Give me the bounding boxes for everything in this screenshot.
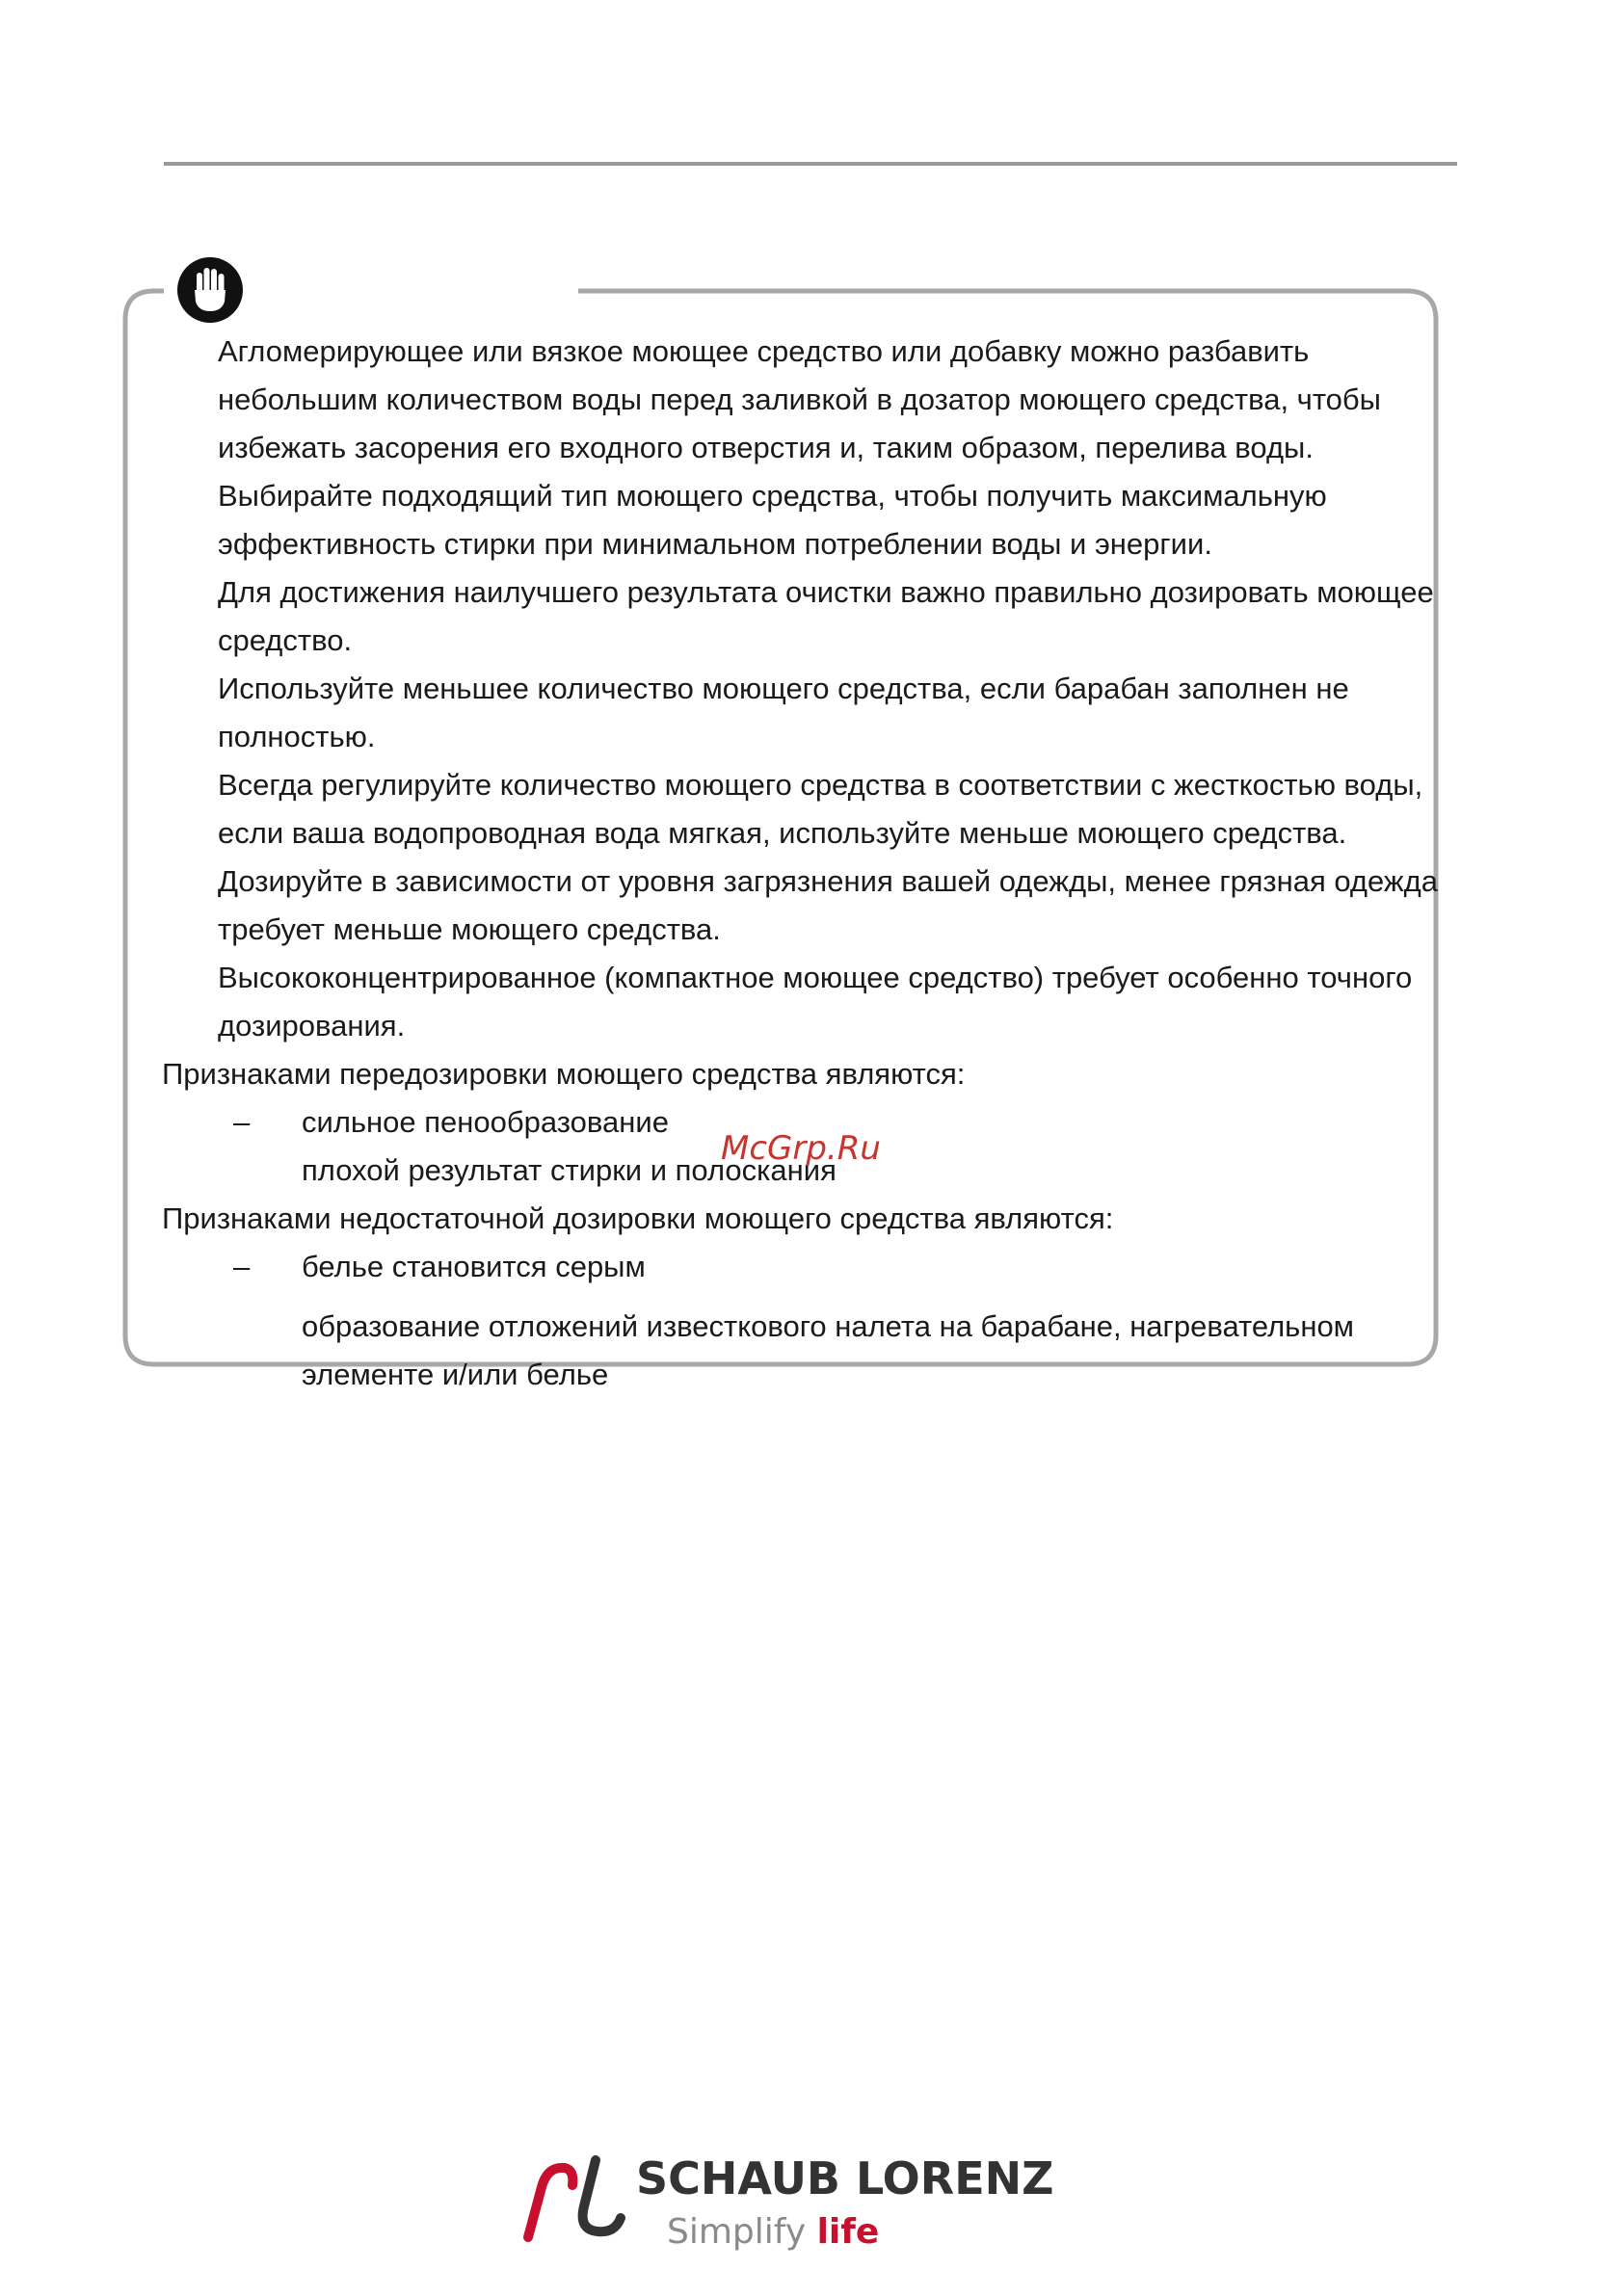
dash-marker: –	[233, 1250, 251, 1283]
brand-name: SCHAUB LORENZ	[636, 2152, 1054, 2204]
notice-paragraph: Дозируйте в зависимости от уровня загрязнения вашей одежды, менее грязная одежда требует меньше моющего средства.	[218, 864, 1438, 946]
brand-mark-icon	[520, 2149, 636, 2245]
underdose-item-text: образование отложений известкового налета на барабане, нагревательном элементе и/или белье	[302, 1309, 1354, 1391]
brand-tagline	[667, 2212, 879, 2252]
notice-paragraph: Для достижения наилучшего результата очистки важно правильно дозировать моющее средство.	[218, 575, 1434, 657]
tagline-accent: life	[816, 2212, 880, 2252]
overdose-heading: Признаками передозировки моющего средства являются:	[162, 1057, 966, 1091]
underdose-item-text: белье становится серым	[302, 1250, 646, 1283]
underdose-heading: Признаками недостаточной дозировки моющего средства являются:	[162, 1201, 1114, 1235]
dash-marker: –	[233, 1105, 251, 1139]
tagline-main: Simplify	[667, 2212, 817, 2252]
notice-paragraph: Используйте меньшее количество моющего средства, если барабан заполнен не полностью.	[218, 672, 1349, 753]
brand-logo	[520, 2149, 1060, 2264]
underdose-item	[162, 1243, 1453, 1291]
notice-paragraph: Высококонцентрированное (компактное моющее средство) требует особенно точного дозирования.	[218, 961, 1413, 1042]
hand-stop-icon	[175, 255, 245, 325]
notice-content	[162, 328, 1453, 1399]
notice-paragraph: Агломерирующее или вязкое моющее средство или добавку можно разбавить небольшим количеством воды перед заливкой в дозатор моющего средства, чтобы избежать засорения его входного отверстия и, таким образом, перелива воды.	[218, 334, 1381, 464]
overdose-item-text: плохой результат стирки и полоскания	[302, 1153, 837, 1187]
top-divider	[164, 162, 1457, 166]
notice-paragraph: Всегда регулируйте количество моющего средства в соответствии с жесткостью воды, если ваша водопроводная вода мягкая, используйте меньше моющего средства.	[218, 768, 1423, 850]
notice-paragraph: Выбирайте подходящий тип моющего средства, чтобы получить максимальную эффективность стирки при минимальном потреблении воды и энергии.	[218, 479, 1327, 561]
overdose-item-text: сильное пенообразование	[302, 1105, 669, 1139]
watermark: McGrp.Ru	[721, 1129, 881, 1168]
